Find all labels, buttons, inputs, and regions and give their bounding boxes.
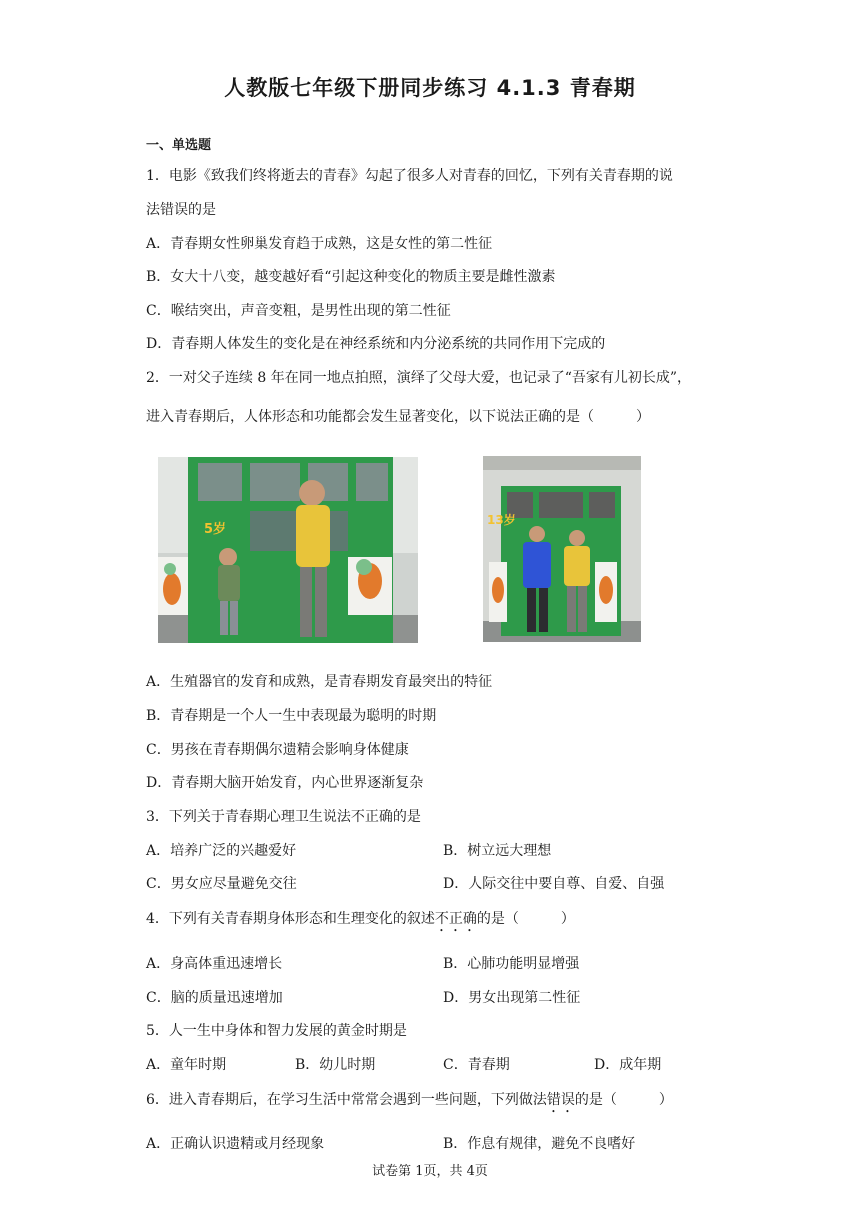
q4-stem: [146, 908, 575, 935]
q6-option-a: A．正确认识遗精或月经现象: [146, 1136, 325, 1152]
q2-option-d: D．青春期大脑开始发育，内心世界逐渐复杂: [146, 775, 424, 791]
q4-option-c: C．脑的质量迅速增加: [146, 990, 283, 1006]
q3-option-d: D．人际交往中要自尊、自爱、自强: [443, 876, 665, 892]
q1-stem-line1: 1．电影《致我们终将逝去的青春》勾起了很多人对青春的回忆，下列有关青春期的说: [146, 168, 673, 184]
photo-age-5-illustration: [158, 457, 418, 643]
q5-option-c: C．青春期: [443, 1057, 510, 1073]
q4-option-d: D．男女出现第二性征: [443, 990, 581, 1006]
q2-option-a: A．生殖器官的发育和成熟，是青春期发育最突出的特征: [146, 674, 493, 690]
q2-stem-line2: 进入青春期后，人体形态和功能都会发生显著变化，以下说法正确的是（ ）: [146, 409, 650, 425]
q3-option-b: B．树立远大理想: [443, 843, 552, 859]
page-footer: 试卷第 1页，共 4页: [372, 1164, 488, 1179]
q2-option-c: C．男孩在青春期偶尔遗精会影响身体健康: [146, 742, 409, 758]
section-heading: 一、单选题: [146, 138, 212, 153]
q2-stem-line1: 2．一对父子连续 8 年在同一地点拍照，演绎了父母大爱，也记录了“吾家有儿初长成”，: [146, 370, 692, 386]
q4-stem-end: 的是（ ）: [476, 911, 575, 927]
photo-age-13-label: 13岁: [487, 513, 516, 527]
photo-age-13: [483, 456, 641, 642]
q3-option-c: C．男女应尽量避免交往: [146, 876, 297, 892]
q1-option-b: B．女大十八变，越变越好看“引起这种变化的物质主要是雌性激素: [146, 269, 556, 285]
q5-stem: 5．人一生中身体和智力发展的黄金时期是: [146, 1023, 407, 1039]
photo-age-13-illustration: [483, 456, 641, 642]
q1-option-d: D．青春期人体发生的变化是在神经系统和内分泌系统的共同作用下完成的: [146, 336, 606, 352]
q4-option-b: B．心肺功能明显增强: [443, 956, 580, 972]
page-title: 人教版七年级下册同步练习 4.1.3 青春期: [224, 76, 636, 100]
q6-stem-end: 的是（ ）: [574, 1092, 673, 1108]
q3-option-a: A．培养广泛的兴趣爱好: [146, 843, 297, 859]
q4-stem-emphasis: 不正确: [434, 911, 477, 927]
photo-age-5-label: 5岁: [204, 522, 227, 537]
q4-stem-text: 4．下列有关青春期身体形态和生理变化的叙述: [146, 911, 435, 927]
q1-stem-line2: 法错误的是: [146, 202, 216, 218]
q5-option-a: A．童年时期: [146, 1057, 227, 1073]
q5-option-d: D．成年期: [594, 1057, 662, 1073]
photo-age-5: [158, 457, 418, 643]
q6-stem-text: 6．进入青春期后，在学习生活中常常会遇到一些问题，下列做法: [146, 1092, 547, 1108]
q5-option-b: B．幼儿时期: [295, 1057, 376, 1073]
q1-option-c: C．喉结突出，声音变粗，是男性出现的第二性征: [146, 303, 451, 319]
q6-option-b: B．作息有规律，避免不良嗜好: [443, 1136, 636, 1152]
q3-stem: 3．下列关于青春期心理卫生说法不正确的是: [146, 809, 421, 825]
q1-option-a: A．青春期女性卵巢发育趋于成熟，这是女性的第二性征: [146, 236, 493, 252]
q6-stem-emphasis: 错误: [546, 1092, 575, 1108]
q2-option-b: B．青春期是一个人一生中表现最为聪明的时期: [146, 708, 437, 724]
q4-option-a: A．身高体重迅速增长: [146, 956, 283, 972]
q6-stem: [146, 1089, 673, 1116]
